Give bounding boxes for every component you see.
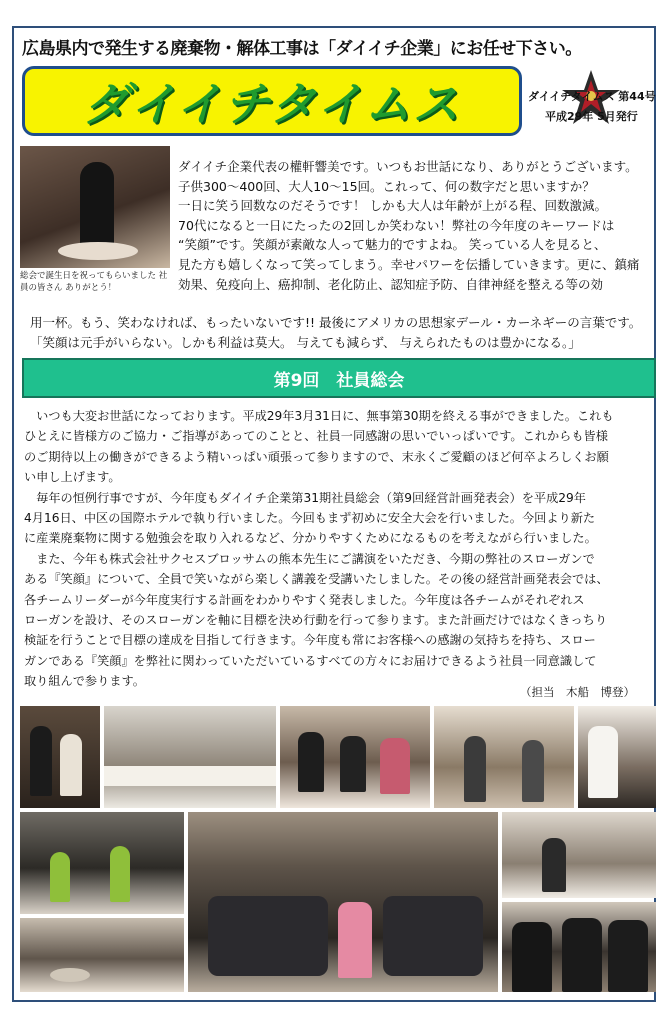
photo-person bbox=[512, 922, 552, 992]
photo-person bbox=[60, 734, 82, 796]
section-heading-bar bbox=[22, 358, 656, 398]
photo-person bbox=[30, 726, 52, 796]
section-heading: 第9回 社員総会 bbox=[273, 370, 405, 391]
event-photo bbox=[434, 706, 574, 808]
photo-decoration bbox=[50, 852, 70, 902]
intro-line: 子供300～400回、大人10～15回。これって、何の数字だと思いますか？ bbox=[178, 178, 595, 194]
photo-tables bbox=[104, 766, 276, 786]
photo-person bbox=[464, 736, 486, 802]
body-line: 取り組んで参ります。 bbox=[24, 674, 145, 689]
event-photo bbox=[20, 918, 184, 992]
body-line: 4月16日、中区の国際ホテルで執り行いました。今回もまず初めに安全大会を行いました。今回より新た bbox=[24, 511, 596, 526]
intro-line: 用一杯。もう、笑わなければ、もったいないです!! 最後にアメリカの思想家デール・カーネギーの言葉です。 bbox=[30, 315, 642, 330]
body-line: ひとえに皆様方のご協力・ご指導があってのことと、社員一同感謝の思いでいっぱいです。これからも皆様 bbox=[24, 429, 608, 444]
photo-dish bbox=[50, 968, 90, 982]
photo-people-group bbox=[208, 896, 328, 976]
body-line: 毎年の恒例行事ですが、今年度もダイイチ企業第31期社員総会（第9回経営計画発表会）を平成29年 bbox=[24, 490, 586, 505]
photo-decoration bbox=[110, 846, 130, 902]
photo-person bbox=[80, 162, 114, 252]
photo-people-group bbox=[383, 896, 483, 976]
article-byline: （担当 木船 博登） bbox=[520, 685, 635, 699]
photo-person bbox=[298, 732, 324, 792]
body-line: ローガンを設け、そのスローガンを軸に目標を決め行動を行って参ります。また計画だけではなくきっちり bbox=[24, 613, 608, 628]
intro-line: 効果、免疫向上、癌抑制、老化防止、認知症予防、自律神経を整える等の効 bbox=[178, 276, 604, 292]
event-photo bbox=[20, 812, 184, 914]
body-line: い申し上げます。 bbox=[24, 470, 121, 485]
body-line: ガンである『笑顔』を弊社に関わっていただいているすべての方々にお届けできるよう社員一同意識して bbox=[24, 653, 597, 668]
intro-line: 見た方も嬉しくなって笑ってしまう。幸せパワーを伝播していきます。更に、鎮痛 bbox=[178, 256, 640, 272]
event-photo bbox=[502, 812, 656, 898]
photo-person bbox=[338, 902, 372, 978]
paragraph bbox=[24, 488, 656, 549]
photo-caption: 総会で誕生日を祝ってもらいました 社員の皆さん ありがとう！ bbox=[20, 271, 168, 293]
ceo-birthday-photo bbox=[20, 146, 170, 268]
event-photo bbox=[280, 706, 430, 808]
carnegie-quote: 「笑顔は元手がいらない。しかも利益は莫大。 与えても減らず、 与えられたものは豊かになる。」 bbox=[30, 335, 581, 350]
title-banner bbox=[22, 66, 522, 136]
body-line: ある『笑顔』について、全員で笑いながら楽しく講義を受講いたしました。その後の経営計画発表会では、 bbox=[24, 572, 609, 587]
tagline: 広島県内で発生する廃棄物・解体工事は「ダイイチ企業」にお任せ下さい。 bbox=[22, 39, 582, 59]
event-photo bbox=[20, 706, 100, 808]
group-photo bbox=[188, 812, 498, 992]
photo-cake bbox=[58, 242, 138, 260]
photo-person bbox=[588, 726, 618, 798]
photo-person bbox=[562, 918, 602, 992]
intro-line: 一日に笑う回数なのだそうです！ しかも大人は年齢が上がる程、回数激減。 bbox=[178, 198, 607, 214]
intro-line: 70代になると一日にたったの2回しか笑わない！弊社の今年度のキーワードは bbox=[178, 217, 615, 233]
intro-text bbox=[178, 157, 648, 294]
event-photo bbox=[578, 706, 656, 808]
article-body bbox=[24, 406, 656, 692]
newsletter-title: ダイイチタイムス bbox=[83, 77, 461, 131]
intro-text-continued bbox=[30, 313, 655, 353]
photo-person bbox=[340, 736, 366, 792]
body-line: 各チームリーダーが今年度実行する計画をわかりやすく発表しました。今年度は各チームがそれぞれス bbox=[24, 592, 585, 607]
body-line: に産業廃棄物に関する勉強会を取り入れるなど、分かりやすくためになるものを考えながら行いました。 bbox=[24, 531, 597, 546]
photo-person bbox=[542, 838, 566, 892]
photo-person bbox=[522, 740, 544, 802]
body-line: 検証を行うことで目標の達成を目指して行きます。今年度も常にお客様への感謝の気持ちを持ち、スロー bbox=[24, 633, 596, 648]
intro-line: ダイイチ企業代表の權軒響美です。いつもお世話になり、ありがとうございます。 bbox=[178, 159, 638, 174]
body-line: また、今年も株式会社サクセスブロッサムの熊本先生にご講演をいただき、今期の弊社のスローガンで bbox=[24, 551, 595, 566]
photo-person bbox=[380, 738, 410, 794]
paragraph bbox=[24, 549, 656, 692]
body-line: いつも大変お世話になっております。平成29年3月31日に、無事第30期を終える事ができました。これも bbox=[24, 409, 614, 423]
intro-line: “笑顔”です。笑顔が素敵な人って魅力的ですよね。 笑っている人を見ると、 bbox=[178, 237, 607, 253]
body-line: のご期待以上の働きができるよう精いっぱい頑張って参りますので、末永くご愛顧のほど何卒よろしくお願 bbox=[24, 449, 609, 464]
event-photo bbox=[104, 706, 276, 808]
paragraph bbox=[24, 406, 656, 488]
issue-number: ダイイチタイムス 第44号 bbox=[528, 90, 656, 103]
event-photo bbox=[502, 902, 656, 992]
issue-date: 平成29年 5月発行 bbox=[545, 110, 638, 123]
photo-person bbox=[608, 920, 648, 992]
